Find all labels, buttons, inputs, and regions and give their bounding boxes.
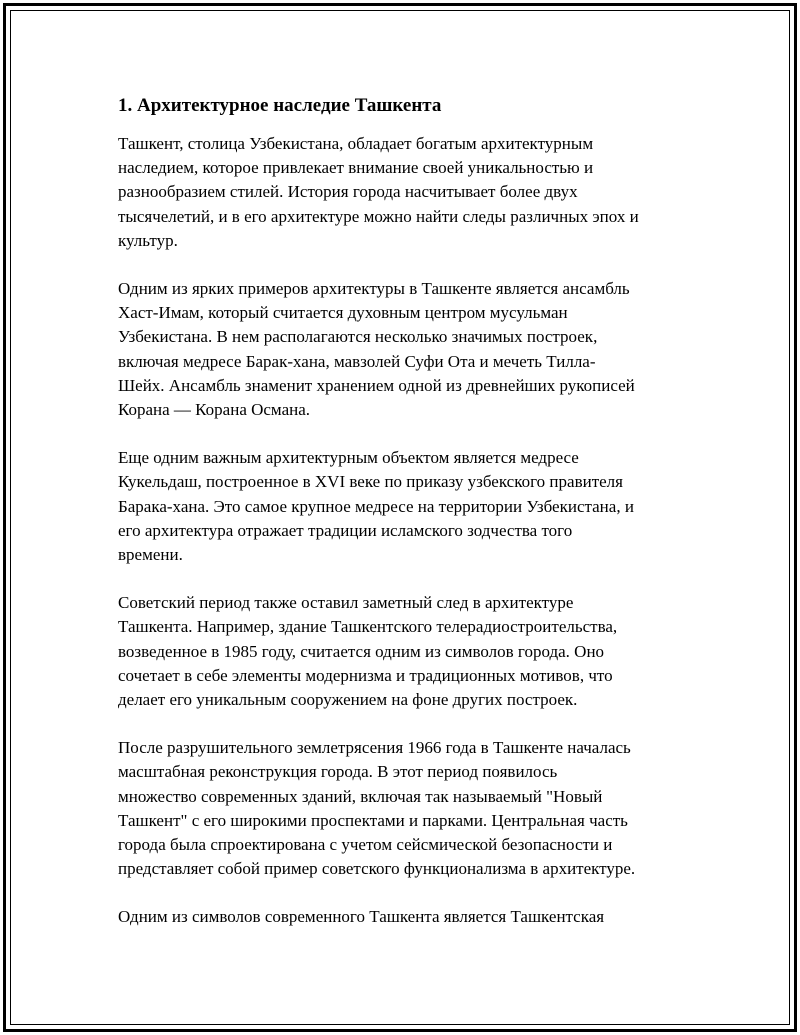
paragraph-earthquake: После разрушительного землетрясения 1966 года в Ташкенте началась масштабная реконструкция города. В этот период появилось множество современных зданий, включая так называемый "Новый Ташкент" с его широкими проспектами и парками. Центральная часть города была спроектирована с учетом сейсмической безопасности и представляет собой пример советского функционализма в архитектуре. [118, 738, 636, 879]
paragraph-kukeldash: Еще одним важным архитектурным объектом является медресе Кукельдаш, построенное в XVI веке по приказу узбекского правителя Барака-хана. Это самое крупное медресе на территории Узбекистана, и его архитектура отражает традиции исламского зодчества того времени. [118, 448, 634, 565]
paragraph-hast-imam: Одним из ярких примеров архитектуры в Ташкенте является ансамбль Хаст-Имам, который считается духовным центром мусульман Узбекистана. В нем располагаются несколько значимых построек, включая медресе Барак-хана, мавзолей Суфи Ота и мечеть Тилла- Шейх. Ансамбль знаменит хранением одной из древнейших рукописей Корана — Корана Османа. [118, 279, 635, 420]
section-heading: 1. Архитектурное наследие Ташкента [118, 95, 442, 116]
paragraph-modern-symbols: Одним из символов современного Ташкента является Ташкентская [118, 907, 605, 927]
document-body [118, 94, 708, 954]
paragraph-soviet-period: Советский период также оставил заметный след в архитектуре Ташкента. Например, здание Ташкентского телерадиостроительства, возведенное в 1985 году, считается одним из символов города. Оно сочетает в себе элементы модернизма и традиционных мотивов, что делает его уникальным сооружением на фоне других построек. [118, 593, 618, 710]
paragraph-intro: Ташкент, столица Узбекистана, обладает богатым архитектурным наследием, которое привлекает внимание своей уникальностью и разнообразием стилей. История города насчитывает более двух тысячелетий, и в его архитектуре можно найти следы различных эпох и культур. [118, 134, 639, 250]
